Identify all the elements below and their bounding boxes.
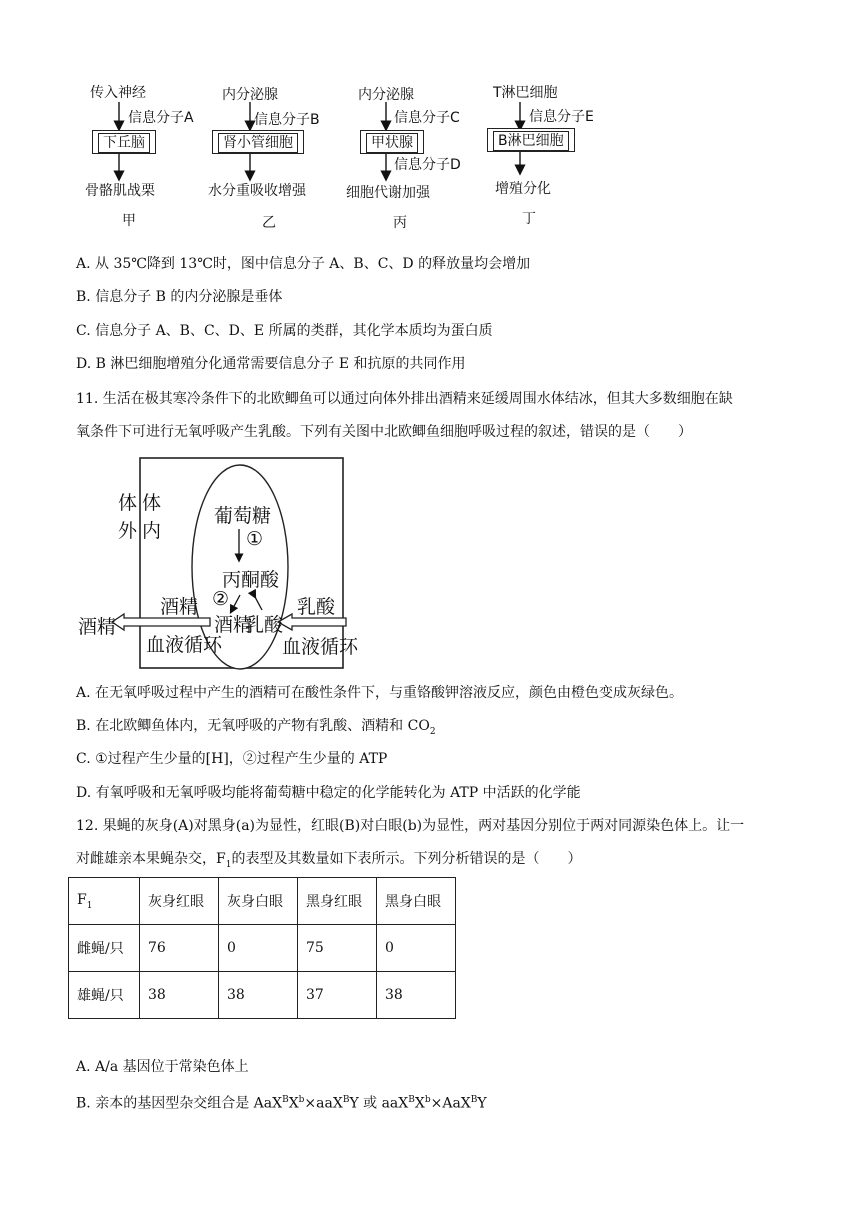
outside-char-2: 外 [118, 520, 138, 542]
ethanol-out-label: 酒精 [78, 616, 117, 638]
ding-label: 丁 [522, 211, 536, 227]
bing-box: 甲状腺 [360, 130, 424, 154]
table-cell: 38 [140, 972, 219, 1019]
table-header-row [69, 878, 456, 925]
yi-signal: 信息分子B [254, 112, 320, 128]
q10-option-a: A. 从 35℃降到 13℃时，图中信息分子 A、B、C、D 的释放量均会增加 [76, 256, 531, 272]
table-cell: 37 [298, 972, 377, 1019]
pyruvate-label: 丙酮酸 [222, 569, 280, 591]
q10-option-b: B. 信息分子 B 的内分泌腺是垂体 [76, 289, 283, 305]
inside-char-1: 体 [142, 492, 162, 514]
blood-circulation-right: 血液循环 [282, 636, 359, 658]
yi-bottom: 水分重吸收增强 [208, 183, 306, 199]
yi-label: 乙 [262, 215, 276, 231]
table-cell: 0 [377, 925, 456, 972]
lactate-blood-label: 乳酸 [297, 596, 336, 618]
q12-stem-line1: 12. 果蝇的灰身(A)对黑身(a)为显性，红眼(B)对白眼(b)为显性，两对基因分别位于两对同源染色体上。让一 [76, 818, 745, 834]
jia-bottom: 骨骼肌战栗 [85, 183, 155, 199]
table-cell: 38 [219, 972, 298, 1019]
glucose-label: 葡萄糖 [214, 505, 272, 527]
row-label: 雄蝇/只 [69, 972, 140, 1019]
q12-option-b: B. 亲本的基因型杂交组合是 $AaX^BX^b\times aaX^BY$ 或 $aaX^BX^b\times AaX^BY$ [76, 1095, 487, 1112]
jia-top: 传入神经 [90, 85, 146, 101]
step1-label: ① [246, 528, 264, 550]
row-label: 雌蝇/只 [69, 925, 140, 972]
yi-top: 内分泌腺 [222, 87, 278, 103]
header-grey-white: 灰身白眼 [219, 878, 298, 925]
q11-option-d: D. 有氧呼吸和无氧呼吸均能将葡萄糖中稳定的化学能转化为 ATP 中活跃的化学能 [76, 785, 581, 801]
yi-box: 肾小管细胞 [212, 130, 304, 154]
q11-stem-line2: 氧条件下可进行无氧呼吸产生乳酸。下列有关图中北欧鲫鱼细胞呼吸过程的叙述，错误的是（ ） [76, 424, 692, 440]
q12-option-a: A. A/a 基因位于常染色体上 [76, 1059, 249, 1075]
header-black-red: 黑身红眼 [298, 878, 377, 925]
q10-option-c: C. 信息分子 A、B、C、D、E 所属的类群，其化学本质均为蛋白质 [76, 323, 493, 339]
f1-phenotype-table [68, 877, 456, 1019]
jia-signal: 信息分子A [128, 110, 194, 126]
table-cell: 76 [140, 925, 219, 972]
table-row [69, 925, 456, 972]
ding-top: T淋巴细胞 [493, 85, 558, 101]
inside-char-2: 内 [142, 520, 162, 542]
blood-circulation-left: 血液循环 [146, 634, 223, 656]
q12-stem-line2: 对雌雄亲本果蝇杂交，$F_1$的表型及其数量如下表所示。下列分析错误的是（ ） [76, 851, 582, 870]
header-black-white: 黑身白眼 [377, 878, 456, 925]
q11-stem-line1: 11. 生活在极其寒冷条件下的北欧鲫鱼可以通过向体外排出酒精来延缓周围水体结冰，但其大多数细胞在缺 [76, 391, 733, 407]
ding-bottom: 增殖分化 [495, 181, 551, 197]
q11-option-c: C. ①过程产生少量的[H]，②过程产生少量的 ATP [76, 751, 388, 767]
lactate-in-cell: 乳酸 [245, 614, 284, 636]
table-cell: 38 [377, 972, 456, 1019]
ethanol-in-cell: 酒精 [214, 614, 253, 636]
step2-label: ② [212, 588, 230, 610]
jia-box: 下丘脑 [92, 130, 156, 154]
bing-signal: 信息分子C [394, 110, 460, 126]
table-cell: 0 [219, 925, 298, 972]
q11-option-b: B. 在北欧鲫鱼体内，无氧呼吸的产物有乳酸、酒精和 $CO_2$ [76, 718, 436, 737]
outside-char-1: 体 [118, 492, 138, 514]
q10-option-d: D. B 淋巴细胞增殖分化通常需要信息分子 E 和抗原的共同作用 [76, 356, 466, 372]
ethanol-blood-label: 酒精 [160, 596, 199, 618]
table-row [69, 972, 456, 1019]
table-cell: 75 [298, 925, 377, 972]
header-grey-red: 灰身红眼 [140, 878, 219, 925]
bing-label: 丙 [393, 215, 407, 231]
header-f1: $F_1$ [69, 878, 140, 925]
bing-top: 内分泌腺 [358, 87, 414, 103]
jia-label: 甲 [122, 213, 136, 229]
bing-bottom: 细胞代谢加强 [346, 185, 430, 201]
ding-signal: 信息分子E [529, 109, 594, 125]
q11-option-a: A. 在无氧呼吸过程中产生的酒精可在酸性条件下，与重铬酸钾溶液反应，颜色由橙色变成灰绿色。 [76, 685, 684, 701]
bing-signal2: 信息分子D [394, 157, 461, 173]
ding-box: B淋巴细胞 [487, 128, 575, 152]
respiration-shapes [0, 450, 860, 675]
